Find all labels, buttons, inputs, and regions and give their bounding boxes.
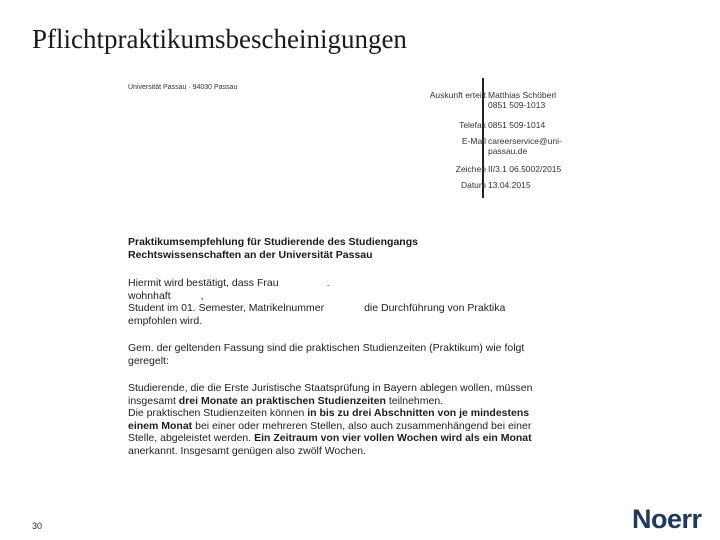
- paragraph-confirmation: Hiermit wird bestätigt, dass Frau . wohnhaft , Student im 01. Semester, Matrikelnummer die Durchführung von Praktika empfohlen wird.: [128, 277, 506, 327]
- contact-phone: 0851 509-1013: [488, 100, 546, 110]
- scanned-letter: [110, 70, 590, 470]
- info-value-email: careerservice@uni- passau.de: [488, 136, 562, 156]
- page-number: 30: [32, 521, 43, 531]
- info-label: Datum: [460, 180, 486, 190]
- info-label: E-Mail: [461, 136, 486, 146]
- info-value-datum: 13.04.2015: [488, 180, 531, 190]
- letter-heading: [128, 236, 418, 262]
- noerr-logo: Noerr: [632, 504, 702, 534]
- heading-line: Praktikumsempfehlung für Studierende des Studiengangs: [128, 236, 418, 248]
- info-label: Zeichen: [455, 164, 486, 174]
- info-value-zeichen: II/3.1 06.5002/2015: [488, 164, 562, 174]
- heading-line: Rechtswissenschaften an der Universität Passau: [128, 249, 373, 261]
- info-label: Auskunft erteilt: [429, 90, 486, 100]
- info-value-telefax: 0851 509-1014: [488, 120, 546, 130]
- contact-name: Matthias Schöberl: [488, 90, 557, 100]
- info-value-auskunft: [488, 90, 556, 110]
- paragraph-requirements: Studierende, die die Erste Juristische Staatsprüfung in Bayern ablegen wollen, müssen insgesamt drei Monate an praktischen Studienzeiten teilnehmen. Die praktischen Studienzeiten können in bis zu drei Abschnitten von je mindestens einem Monat bei einer oder mehreren Stellen, also auch zusammenhängend bei einer Stelle, abgeleistet werden. Ein Zeitraum von vier vollen Wochen wird als ein Monat anerkannt. Insgesamt genügen also zwölf Wochen.: [128, 382, 533, 457]
- info-label: Telefax: [459, 120, 486, 130]
- paragraph-regulation: Gem. der geltenden Fassung sind die praktischen Studienzeiten (Praktikum) wie folgt geregelt:: [128, 342, 525, 367]
- slide-title: Pflichtpraktikumsbescheinigungen: [32, 24, 407, 54]
- sender-line: Universität Passau · 94030 Passau: [128, 84, 238, 91]
